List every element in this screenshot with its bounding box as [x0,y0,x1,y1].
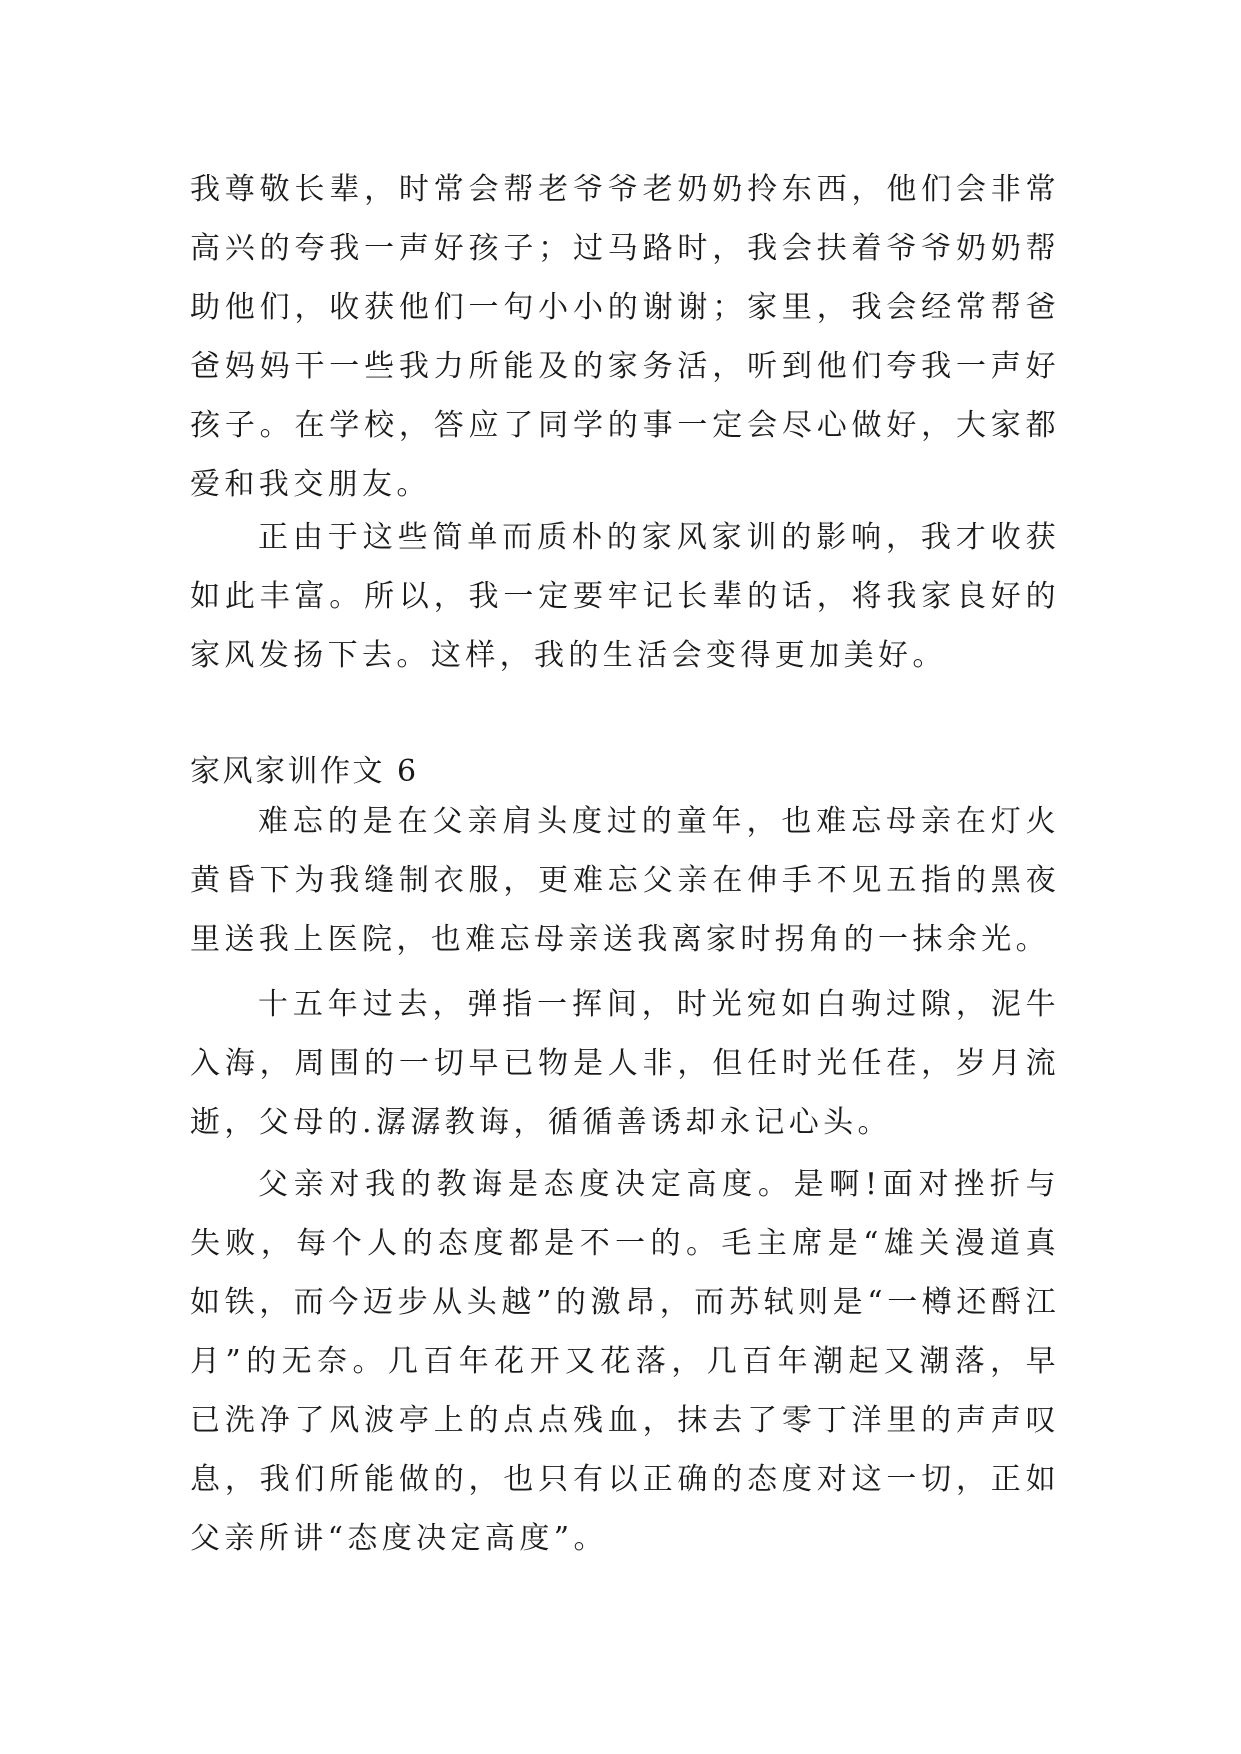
paragraph-attitude-determines-height: 父亲对我的教诲是态度决定高度。是啊!面对挫折与失败，每个人的态度都是不一的。毛主席是“雄关漫道真如铁，而今迈步从头越”的激昂，而苏轼则是“一樽还酹江月”的无奈。几百年花开又花落，几百年潮起又潮落，早已洗净了风波亭上的点点残血，抹去了零丁洋里的声声叹息，我们所能做的，也只有以正确的态度对这一切，正如父亲所讲“态度决定高度”。 [190,1167,1060,1556]
paragraph-family-influence: 正由于这些简单而质朴的家风家训的影响，我才收获如此丰富。所以，我一定要牢记长辈的话，将我家良好的家风发扬下去。这样，我的生活会变得更加美好。 [190,520,1060,673]
paragraph-respect-elders: 我尊敬长辈，时常会帮老爷爷老奶奶拎东西，他们会非常高兴的夸我一声好孩子；过马路时，我会扶着爷爷奶奶帮助他们，收获他们一句小小的谢谢；家里，我会经常帮爸爸妈妈干一些我力所能及的家务活，听到他们夸我一声好孩子。在学校，答应了同学的事一定会尽心做好，大家都爱和我交朋友。 [190,172,1060,502]
section-title: 家风家训作文 6 [190,754,419,789]
paragraph-fifteen-years: 十五年过去，弹指一挥间，时光宛如白驹过隙，泥牛入海，周围的一切早已物是人非，但任时光任荏，岁月流逝，父母的.潺潺教诲，循循善诱却永记心头。 [190,987,1060,1140]
paragraph-childhood-memories: 难忘的是在父亲肩头度过的童年，也难忘母亲在灯火黄昏下为我缝制衣服，更难忘父亲在伸手不见五指的黑夜里送我上医院，也难忘母亲送我离家时拐角的一抹余光。 [190,804,1060,957]
